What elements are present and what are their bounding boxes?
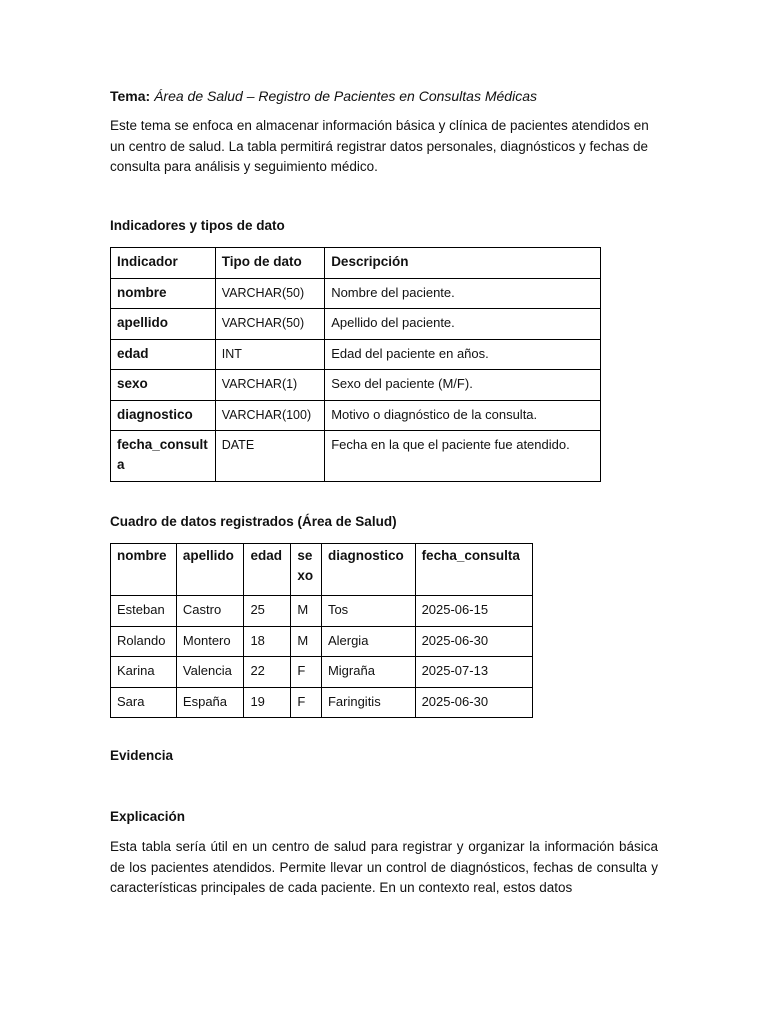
- table-cell: 2025-06-30: [415, 687, 532, 718]
- topic-text: Área de Salud – Registro de Pacientes en Consultas Médicas: [154, 88, 537, 104]
- records-heading: Cuadro de datos registrados (Área de Salud): [110, 514, 397, 529]
- evidence-heading: Evidencia: [110, 748, 174, 763]
- column-header: nombre: [111, 544, 177, 596]
- indicator-cell: diagnostico: [111, 400, 216, 431]
- table-cell: 2025-06-15: [415, 596, 532, 627]
- indicator-cell: nombre: [111, 278, 216, 309]
- indicator-cell: sexo: [111, 370, 216, 401]
- description-cell: Apellido del paciente.: [325, 309, 601, 340]
- column-header: apellido: [176, 544, 244, 596]
- column-header: edad: [244, 544, 291, 596]
- description-cell: Nombre del paciente.: [325, 278, 601, 309]
- table-cell: F: [291, 687, 322, 718]
- table-cell: 22: [244, 657, 291, 688]
- column-header: diagnostico: [321, 544, 415, 596]
- table-cell: F: [291, 657, 322, 688]
- table-cell: 2025-06-30: [415, 626, 532, 657]
- table-row: [111, 626, 533, 657]
- column-header: Indicador: [111, 248, 216, 279]
- table-row: [111, 431, 601, 482]
- table-cell: España: [176, 687, 244, 718]
- intro-paragraph: Este tema se enfoca en almacenar información básica y clínica de pacientes atendidos en un centro de salud. La tabla permitirá registrar datos personales, diagnósticos y fechas de consulta para análisis y seguimiento médico.: [110, 118, 649, 174]
- table-cell: Sara: [111, 687, 177, 718]
- table-cell: M: [291, 596, 322, 627]
- table-row: [111, 278, 601, 309]
- indicators-table: [110, 247, 601, 482]
- table-cell: Karina: [111, 657, 177, 688]
- table-cell: 2025-07-13: [415, 657, 532, 688]
- table-header-row: [111, 248, 601, 279]
- type-cell: VARCHAR(100): [215, 400, 324, 431]
- table-row: [111, 687, 533, 718]
- indicator-cell: apellido: [111, 309, 216, 340]
- column-header: Descripción: [325, 248, 601, 279]
- description-cell: Fecha en la que el paciente fue atendido.: [325, 431, 601, 482]
- table-cell: M: [291, 626, 322, 657]
- table-cell: Castro: [176, 596, 244, 627]
- type-cell: VARCHAR(50): [215, 309, 324, 340]
- explanation-paragraph: Esta tabla sería útil en un centro de salud para registrar y organizar la información básica de los pacientes atendidos. Permite llevar un control de diagnósticos, fechas de consulta y características principales de cada paciente. En un contexto real, estos datos: [110, 839, 658, 895]
- table-cell: Montero: [176, 626, 244, 657]
- description-cell: Edad del paciente en años.: [325, 339, 601, 370]
- indicator-cell: fecha_consulta: [111, 431, 216, 482]
- table-cell: Esteban: [111, 596, 177, 627]
- indicators-heading: Indicadores y tipos de dato: [110, 218, 285, 233]
- description-cell: Motivo o diagnóstico de la consulta.: [325, 400, 601, 431]
- table-row: [111, 339, 601, 370]
- topic-label: Tema:: [110, 88, 151, 104]
- column-header: sexo: [291, 544, 322, 596]
- description-cell: Sexo del paciente (M/F).: [325, 370, 601, 401]
- table-cell: Alergia: [321, 626, 415, 657]
- table-header-row: [111, 544, 533, 596]
- table-cell: Migraña: [321, 657, 415, 688]
- indicator-cell: edad: [111, 339, 216, 370]
- table-cell: Rolando: [111, 626, 177, 657]
- type-cell: VARCHAR(1): [215, 370, 324, 401]
- table-cell: Valencia: [176, 657, 244, 688]
- column-header: Tipo de dato: [215, 248, 324, 279]
- table-cell: 19: [244, 687, 291, 718]
- table-row: [111, 596, 533, 627]
- type-cell: INT: [215, 339, 324, 370]
- type-cell: DATE: [215, 431, 324, 482]
- table-row: [111, 657, 533, 688]
- table-cell: Faringitis: [321, 687, 415, 718]
- table-cell: 25: [244, 596, 291, 627]
- table-cell: 18: [244, 626, 291, 657]
- topic-line: [110, 86, 658, 107]
- table-cell: Tos: [321, 596, 415, 627]
- type-cell: VARCHAR(50): [215, 278, 324, 309]
- table-row: [111, 370, 601, 401]
- records-table: [110, 543, 533, 718]
- explanation-heading: Explicación: [110, 809, 186, 824]
- table-row: [111, 400, 601, 431]
- column-header: fecha_consulta: [415, 544, 532, 596]
- table-row: [111, 309, 601, 340]
